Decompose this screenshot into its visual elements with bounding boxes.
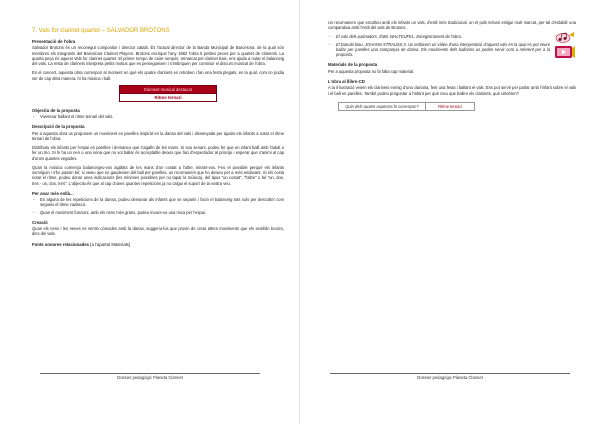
footer-divider <box>330 373 570 374</box>
footer-divider <box>40 373 260 374</box>
fonts-heading-suffix: [a l'apartat Materials] <box>89 241 131 247</box>
materials-heading: Materials de la proposta <box>328 62 378 68</box>
llibre-heading: L'obra al llibre-CD <box>328 79 365 84</box>
mes-enlla-list <box>32 197 284 215</box>
list-item <box>328 42 576 58</box>
musical-element-box <box>119 85 217 102</box>
presentacio-heading: Presentació de l'obra <box>32 39 76 44</box>
objectiu-list <box>32 114 284 119</box>
creacio-text: Quan els nens i les nenes es sentin còmodes amb la dansa, suggeriu-los que provin de crear altres moviments que els semblin bonics, dins del vals. <box>32 226 284 237</box>
llibre-text: A la il·lustració veiem els clarinets enmig d'una clariana, fent una festa i ballant el vals. Ens pot servir per parlar amb l'infant sobre el vals i el ball en parelles. També podeu preguntar a l'infant per què creu que ballen els clarinets, què celebren? <box>328 85 576 96</box>
vals-list <box>328 34 576 57</box>
vals-patinadors-link[interactable]: El vals dels patinadors, ÉMIL WALTEUFEL. Enregistrament de l'obra. <box>336 34 462 40</box>
list-item: - Quan el moviment funcioni, amb els nens més grans, podeu moure-us una mica per l'espai. <box>32 210 284 215</box>
intro-text: Us recomanem que escolteu amb els infants un vals, d'estil més tradicional, on el pols ternari estigui molt marcat, per tal d'establir una comparativa amb l'estil del vals de Brotons. <box>328 20 576 31</box>
fonts-heading <box>32 242 284 247</box>
aspect-question: Quin dels quatre aspectes hi correspon? <box>339 102 426 110</box>
descripcio-paragraph-3: Quan la música comença balancegeu-vos agafats de les mans d'un costat a l'altre, mirant-vos. Feu el possible perquè els infants somriguin i s'ho passin bé; si veieu que no gaudeixen del ball per parelles, us recomanem que ho deixeu per a més endavant. Si els costa notar el ritme, podeu donar unes indicacions (les mínimes possibles per no tapar la música), del tipus "un costat", "l'altre" o bé "un, dos, tres - un, dos, tres". L'objectiu és que al cap d'unes quantes repeticions ja no calgui el suport de la vostra veu. <box>32 164 284 186</box>
mes-enlla-heading: Per anar més enllà... <box>32 190 74 196</box>
page-footer: Dossier pedagògic Planeta Clarinet <box>117 375 183 380</box>
danubi-blau-link[interactable]: El Danubi blau, JOHANN STRAUSS II. Us enllacem un vídeo d'una interpretació d'aquest vals en la qual es pot veure ballar per parelles una companyia de dansa. Els moviments dels ballarins us poden servir com a referent per a la proposta. <box>336 41 550 58</box>
page-title: 7. Vals for clarinet quartet – SALVADOR BROTONS <box>32 28 170 34</box>
page-footer: Dossier pedagògic Planeta Clarinet <box>417 375 483 380</box>
fonts-heading-bold: Fonts sonores relacionades <box>32 241 90 247</box>
descripcio-paragraph-1: Per a aquesta obra us proposem un moviment en parelles inspirat en la dansa del vals i dissenyada per ajudar els infants a notar el ritme ternari de l'obra. <box>32 130 284 141</box>
descripcio-heading: Descripció de la proposta <box>32 124 85 130</box>
list-item <box>328 34 576 39</box>
right-page <box>300 0 600 424</box>
descripcio-paragraph-2: Distribuïu els infants per l'espai en parelles i demaneu que s'agafin de les mans. Si sou senars, podeu fer que un infant balli amb l'adult o fer un trio. Si hi ha un nen o una nena que no vol ballar és acceptable deixar que faci d'espectador al principi i esperar que s'animi al cap d'unes quantes vegades. <box>32 145 284 161</box>
list-item: - Vivenciar ballant el ritme ternari del vals. <box>32 114 284 119</box>
presentacio-text: Salvador Brotons és un reconegut compositor i director català. És l'actual director de la Banda Municipal de Barcelona, de la qual són membres els integrants del Barcelona Clarinet Players. Brotons escriqué l'any 1982 l'obra 5 petites peces per a quartet de clarinets. La quarta peça és aquest Vals for clarinet quartet. El primer tempo de caire rumpós, remarcat pel clarinet baix, ens ajuda a notar el balanceig del vals. La resta de clarinets interpreta petits motius que es persegueixen i s'imbriquen per construir el discurs musical de l'obra. <box>32 45 284 67</box>
objectiu-heading: Objectiu de la proposta <box>32 107 80 113</box>
musical-element-value: Ritme ternari <box>120 93 216 101</box>
video-screen-icon[interactable] <box>554 44 576 60</box>
list-item: - En alguna de les repeticions de la dansa, podeu demanar als infants que se separin i facin el balanceig tots sols per descobrir com segueix el ritme cadascú. <box>32 197 284 207</box>
aspect-table <box>338 102 475 111</box>
materials-text: Per a aquesta proposta no fa falta cap material. <box>328 68 415 74</box>
table-row <box>339 102 475 110</box>
concert-text: En el concert, aquesta obra correspon al moment en què els quatre clarinets es retroben i fan una festa plegats, en la qual, com no podia ser de cap altra manera, hi ha música i ball. <box>32 70 284 81</box>
aspect-answer: Ritme ternari <box>426 102 475 110</box>
creacio-heading: Creació <box>32 219 48 225</box>
musical-element-label: Element musical destacat <box>120 86 216 93</box>
